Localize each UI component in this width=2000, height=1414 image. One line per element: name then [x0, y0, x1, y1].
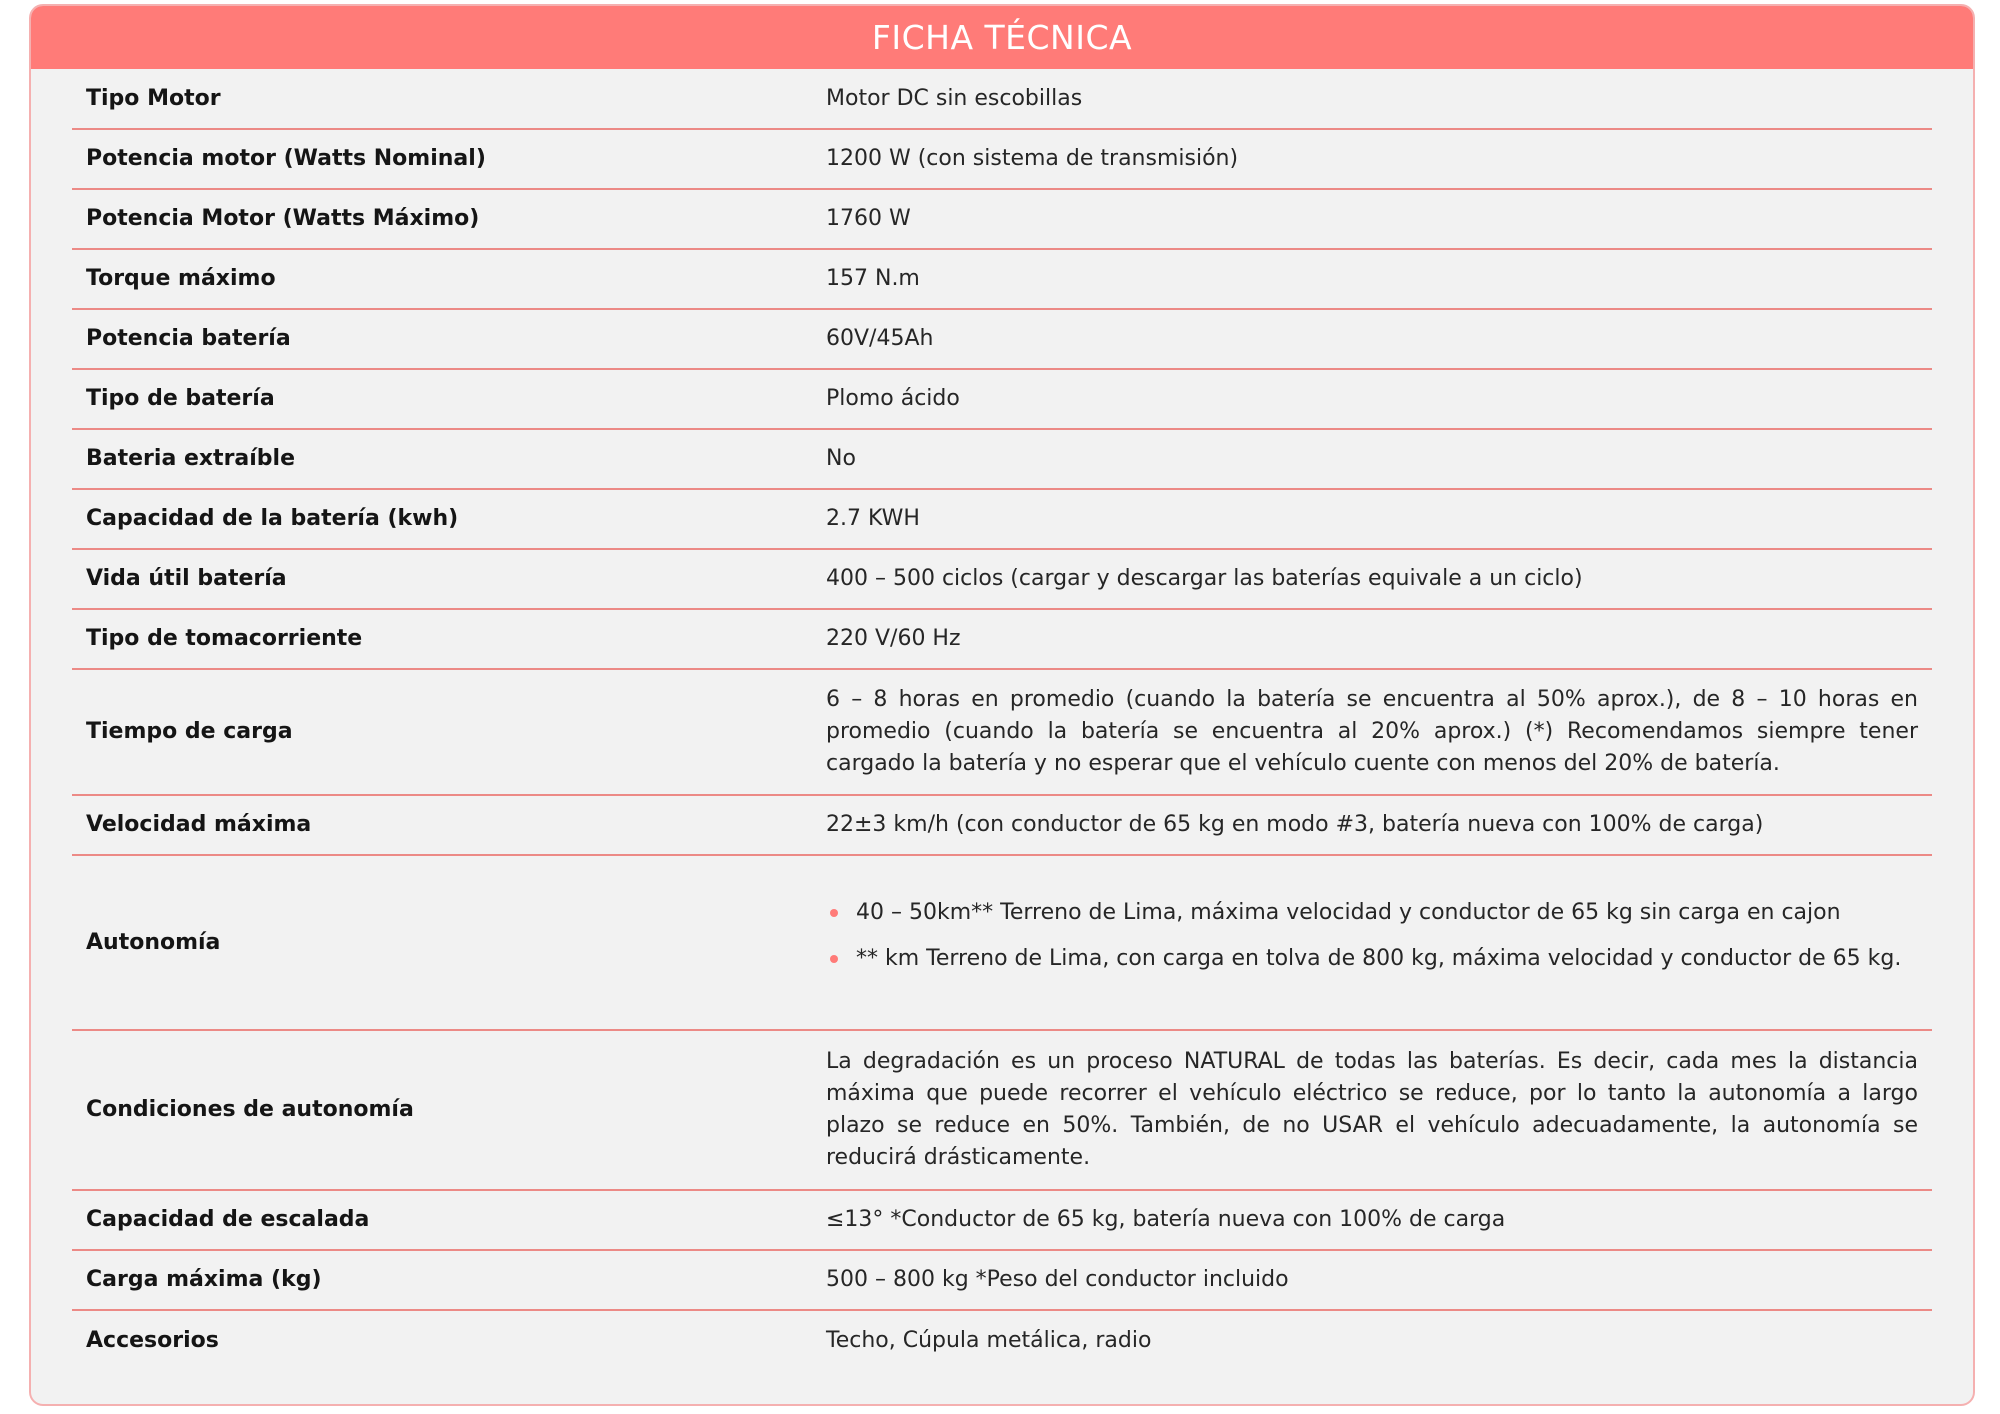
spec-label: Potencia Motor (Watts Máximo) [72, 189, 812, 249]
spec-table [72, 69, 1932, 1370]
spec-value: Motor DC sin escobillas [812, 69, 1932, 129]
spec-row-max-power [72, 189, 1932, 249]
spec-value: 2.7 KWH [812, 489, 1932, 549]
autonomy-item: 40 – 50km** Terreno de Lima, máxima velocidad y conductor de 65 kg sin carga en cajon [826, 897, 1918, 929]
spec-row-outlet-type [72, 609, 1932, 669]
spec-value: Techo, Cúpula metálica, radio [826, 1327, 1152, 1353]
spec-value: No [812, 429, 1932, 489]
spec-row-battery-type [72, 369, 1932, 429]
spec-label: Condiciones de autonomía [72, 1030, 812, 1190]
spec-row-battery-life [72, 549, 1932, 609]
spec-value: La degradación es un proceso NATURAL de todas las baterías. Es decir, cada mes la distancia máxima que puede recorrer el vehículo eléctrico se reduce, por lo tanto la autonomía a largo plazo se reduce en 50%. También, de no USAR el vehículo adecuadamente, la autonomía se reducirá drásticamente. [812, 1030, 1932, 1190]
spec-label: Velocidad máxima [72, 795, 812, 855]
spec-label: Potencia batería [72, 309, 812, 369]
spec-value: 157 N.m [812, 249, 1932, 309]
spec-label: Vida útil batería [72, 549, 812, 609]
spec-row-motor-type [72, 69, 1932, 129]
spec-row-autonomy-conditions [72, 1030, 1932, 1190]
spec-value [812, 855, 1932, 1030]
spec-label: Tipo Motor [72, 69, 812, 129]
spec-label: Torque máximo [72, 249, 812, 309]
bullet-dot-icon [830, 909, 838, 917]
spec-value: 500 – 800 kg *Peso del conductor incluido [812, 1250, 1932, 1310]
spec-label: Tipo de batería [72, 369, 812, 429]
autonomy-item: ** km Terreno de Lima, con carga en tolva de 800 kg, máxima velocidad y conductor de 65 kg. [826, 943, 1918, 975]
spec-row-max-torque [72, 249, 1932, 309]
spec-row-nominal-power [72, 129, 1932, 189]
spec-label: Capacidad de escalada [72, 1190, 812, 1250]
spec-value: 400 – 500 ciclos (cargar y descargar las baterías equivale a un ciclo) [812, 549, 1932, 609]
spec-label: Autonomía [72, 855, 812, 1030]
spec-value: 22±3 km/h (con conductor de 65 kg en modo #3, batería nueva con 100% de carga) [812, 795, 1932, 855]
spec-row-max-speed [72, 795, 1932, 855]
spec-value: ≤13° *Conductor de 65 kg, batería nueva con 100% de carga [812, 1190, 1932, 1250]
spec-label: Tipo de tomacorriente [72, 609, 812, 669]
spec-label: Potencia motor (Watts Nominal) [72, 129, 812, 189]
spec-row-max-load [72, 1250, 1932, 1310]
spec-value: Plomo ácido [812, 369, 1932, 429]
spec-row-charge-time [72, 669, 1932, 795]
spec-value: 220 V/60 Hz [812, 609, 1932, 669]
spec-row-removable-battery [72, 429, 1932, 489]
spec-row-autonomy [72, 855, 1932, 1030]
spec-label: Tiempo de carga [72, 669, 812, 795]
spec-sheet-card [29, 4, 1975, 1406]
spec-label: Bateria extraíble [72, 429, 812, 489]
spec-label: Capacidad de la batería (kwh) [72, 489, 812, 549]
spec-sheet-title: FICHA TÉCNICA [31, 6, 1973, 69]
spec-value: 6 – 8 horas en promedio (cuando la batería se encuentra al 50% aprox.), de 8 – 10 horas en promedio (cuando la batería se encuentra al 20% aprox.) (*) Recomendamos siempre tener cargado la batería y no esperar que el vehículo cuente con menos del 20% de batería. [812, 669, 1932, 795]
spec-value: 1200 W (con sistema de transmisión) [812, 129, 1932, 189]
bullet-dot-icon [830, 955, 838, 963]
spec-row-battery-capacity [72, 489, 1932, 549]
spec-value: 60V/45Ah [812, 309, 1932, 369]
spec-label: Accesorios [86, 1327, 219, 1353]
autonomy-list [826, 897, 1918, 975]
spec-row-battery-power [72, 309, 1932, 369]
spec-row-climb-capacity [72, 1190, 1932, 1250]
spec-label: Carga máxima (kg) [72, 1250, 812, 1310]
spec-value: 1760 W [812, 189, 1932, 249]
spec-row-accessories [72, 1310, 1932, 1370]
